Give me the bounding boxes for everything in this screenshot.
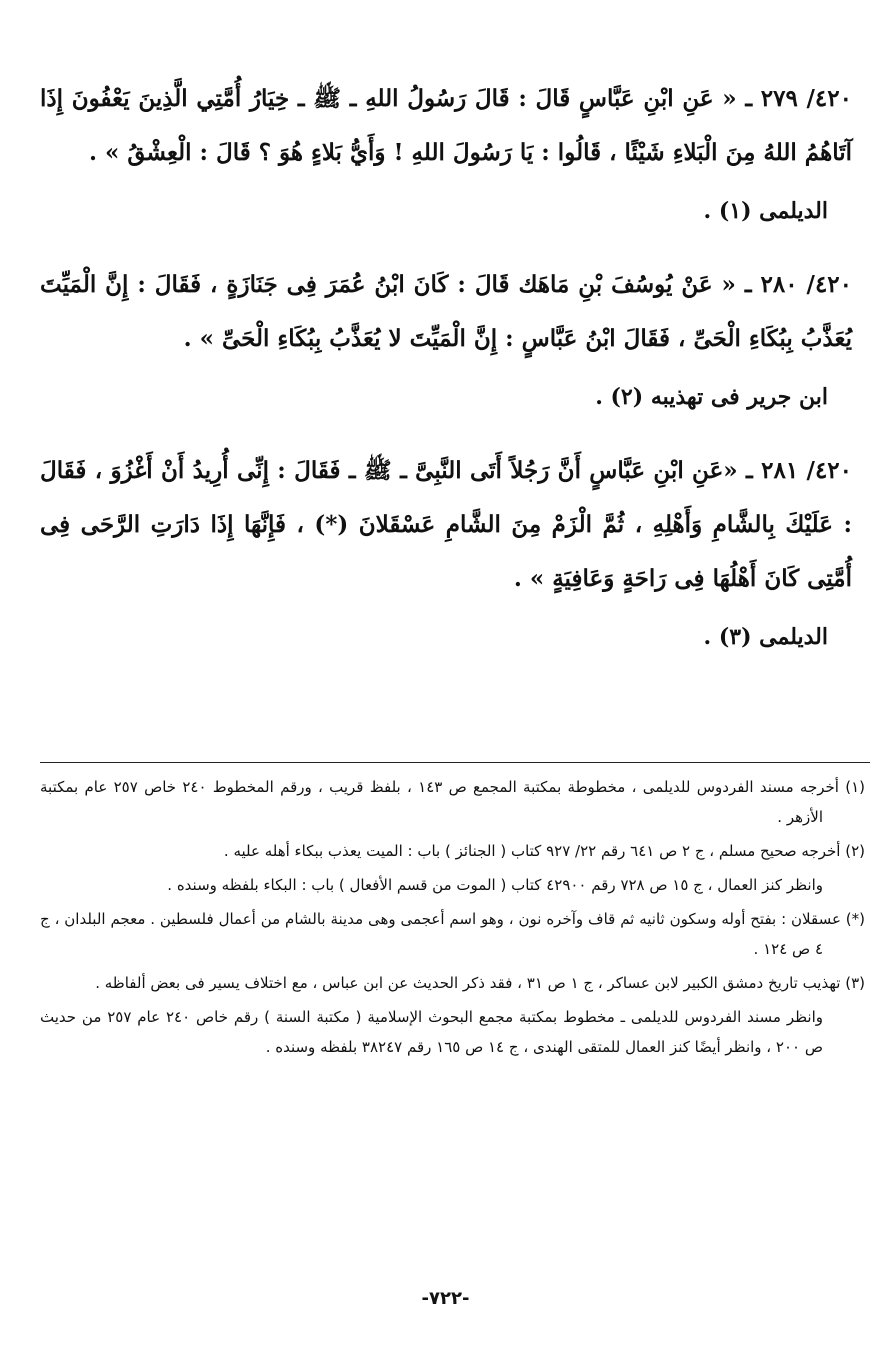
footnote-asterisk: (*) عسقلان : بفتح أوله وسكون ثانيه ثم قاف وآخره نون ، وهو اسم أعجمى وهى مدينة بالشام من أعمال فلسطين . معجم البلدان ، ج ٤ ص ١٢٤ . [40,910,865,958]
hadith-279: ٤٢٠/ ٢٧٩ ـ « عَنِ ابْنِ عَبَّاسٍ قَالَ : قَالَ رَسُولُ اللهِ ـ ﷺ ـ خِيَارُ أُمَّتِي الَّذِينَ يَعْفُونَ إِذَا آتَاهُمُ اللهُ مِنَ الْبَلاءِ شَيْئًا ، قَالُوا : يَا رَسُولَ اللهِ ! وَأَيُّ بَلاءٍ هُوَ ؟ قَالَ : الْعِشْقُ » . [40,85,852,166]
hadith-280: ٤٢٠/ ٢٨٠ ـ « عَنْ يُوسُفَ بْنِ مَاهَك قَالَ : كَانَ ابْنُ عُمَرَ فِى جَنَازَةٍ ، فَقَالَ : إِنَّ الْمَيِّتَ يُعَذَّبُ بِبُكَاءِ الْحَىِّ ، فَقَالَ ابْنُ عَبَّاسٍ : إِنَّ الْمَيِّتَ لا يُعَذَّبُ بِبُكَاءِ الْحَىِّ » . [40,271,852,352]
hadith-280-source: ابن جرير فى تهذيبه (٢) . [595,384,828,410]
hadith-281-source: الديلمى (٣) . [703,624,828,650]
hadith-279-source: الديلمى (١) . [703,198,828,224]
footnotes [40,772,865,1066]
page-number: -٧٢٢- [421,1288,470,1309]
footnote-2: (٢) أخرجه صحيح مسلم ، ج ٢ ص ٦٤١ رقم ٢٢/ ٩٢٧ كتاب ( الجنائز ) باب : الميت يعذب ببكاء أهله عليه . [223,842,865,860]
footnote-1: (١) أخرجه مسند الفردوس للديلمى ، مخطوطة بمكتبة المجمع ص ١٤٣ ، بلفظ قريب ، ورقم المخطوط ٢٤٠ خاص ٢٥٧ عام بمكتبة الأزهر . [40,778,866,826]
footnote-divider [40,762,870,763]
footnote-3: (٣) تهذيب تاريخ دمشق الكبير لابن عساكر ، ج ١ ص ٣١ ، فقد ذكر الحديث عن ابن عباس ، مع اختلاف يسير فى بعض ألفاظه . [95,974,865,992]
hadith-281: ٤٢٠/ ٢٨١ ـ «عَنِ ابْنِ عَبَّاسٍ أَنَّ رَجُلاً أَتَى النَّبِىَّ ـ ﷺ ـ فَقَالَ : إِنِّى أُرِيدُ أَنْ أَغْزُوَ ، فَقَالَ : عَلَيْكَ بِالشَّامِ وَأَهْلِهِ ، ثُمَّ الْزَمْ مِنَ الشَّامِ عَسْقَلانَ (*) ، فَإِنَّهَا إِذَا دَارَتِ الرَّحَى فِى أُمَّتِى كَانَ أَهْلُهَا فِى رَاحَةٍ وَعَافِيَةٍ » . [40,457,852,592]
footnote-2-continuation: وانظر كنز العمال ، ج ١٥ ص ٧٢٨ رقم ٤٢٩٠٠ كتاب ( الموت من قسم الأفعال ) باب : البكاء بلفظه وسنده . [167,876,823,894]
main-text [40,72,852,684]
footnote-3-continuation: وانظر مسند الفردوس للديلمى ـ مخطوط بمكتبة مجمع البحوث الإسلامية ( مكتبة السنة ) رقم خاص ٢٤٠ عام ٢٥٧ من حديث ص ٢٠٠ ، وانظر أيضًا كنز العمال للمتقى الهندى ، ج ١٤ ص ١٦٥ رقم ٣٨٢٤٧ بلفظه وسنده . [40,1008,823,1056]
